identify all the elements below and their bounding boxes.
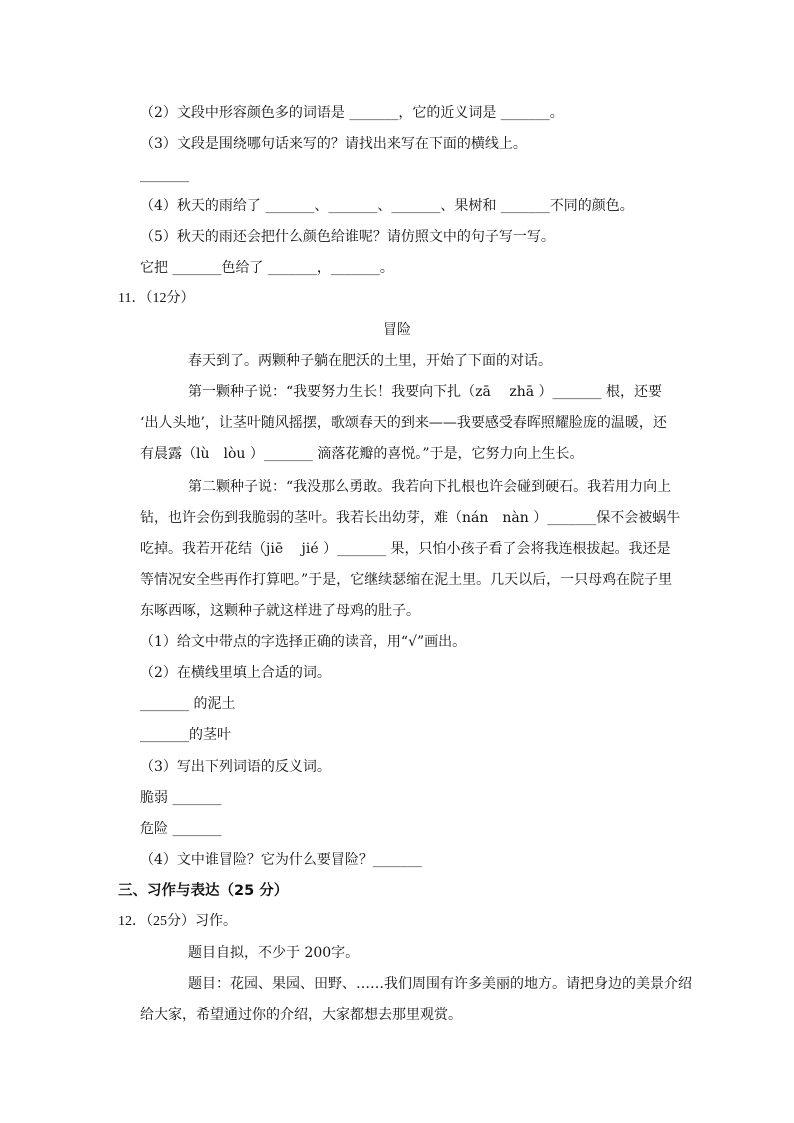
passage-paragraph-3-line: 等情况安全些再作打算吧。”于是，它继续瑟缩在泥土里。几天以后，一只母鸡在院子里: [140, 572, 673, 588]
question-10-part-3: （3）文段是围绕哪句话来写的？请找出来写在下面的横线上。: [140, 136, 527, 152]
question-11-part-1: （1）给文中带点的字选择正确的读音，用“√”画出。: [140, 634, 467, 650]
writing-prompt-line: 给大家，希望通过你的介绍，大家都想去那里观赏。: [140, 1007, 462, 1023]
writing-prompt-line: 题目：花园、果园、田野、……我们周围有许多美丽的地方。请把身边的美景介绍: [188, 976, 692, 992]
passage-paragraph-3-line: 第二颗种子说：“我没那么勇敢。我若向下扎根也许会碰到硬石。我若用力向上: [188, 479, 672, 495]
question-11-part-2: （2）在横线里填上合适的词。: [140, 665, 331, 681]
question-11-part-4: （4）文中谁冒险？它为什么要冒险？_______: [140, 852, 422, 868]
fill-blank-item: _______ 的泥土: [140, 696, 236, 712]
question-11-header: 11．（12分）: [118, 291, 195, 306]
passage-paragraph-3-line: 吃掉。我若开花结（jiē jié ）_______ 果，只怕小孩子看了会将我连根拔起。我还是: [140, 541, 671, 557]
question-10-part-5: （5）秋天的雨还会把什么颜色给谁呢？请仿照文中的句子写一写。: [140, 229, 555, 245]
passage-paragraph-2-line: 有晨露（lù lòu ）_______ 滴落花瓣的喜悦。”于是，它努力向上生长。: [140, 446, 584, 462]
passage-title: 冒险: [383, 322, 411, 338]
answer-blank: _______: [140, 167, 189, 183]
question-10-part-5-answer: 它把 _______色给了 _______，_______。: [140, 260, 394, 276]
passage-paragraph-3-line: 钻，也许会伤到我脆弱的茎叶。我若长出幼芽，难（nán nàn ）_______保不会被蜗牛: [140, 510, 681, 526]
question-10-part-2: （2）文段中形容颜色多的词语是 _______，它的近义词是 _______。: [140, 105, 564, 121]
passage-paragraph-1: 春天到了。两颗种子躺在肥沃的土里，开始了下面的对话。: [188, 353, 552, 369]
writing-requirement: 题目自拟，不少于 200字。: [188, 945, 360, 961]
section-heading: 三、习作与表达（25 分）: [118, 883, 289, 899]
question-12-header: 12．（25分）习作。: [118, 914, 237, 929]
question-10-part-4: （4）秋天的雨给了 _______、_______、_______、果树和 _______不同的颜色。: [140, 198, 634, 214]
passage-paragraph-2-line: 第一颗种子说：“我要努力生长！我要向下扎（zā zhā ）_______ 根，还要: [188, 384, 662, 400]
question-11-part-3: （3）写出下列词语的反义词。: [140, 759, 331, 775]
fill-blank-item: _______的茎叶: [140, 727, 231, 743]
passage-paragraph-2-line: ‘出人头地’，让茎叶随风摇摆，歌颂春天的到来——我要感受春晖照耀脸庞的温暖，还: [140, 415, 667, 431]
antonym-item: 脆弱 _______: [140, 790, 222, 806]
passage-paragraph-3-line: 东啄西啄，这颗种子就这样进了母鸡的肚子。: [140, 603, 420, 619]
antonym-item: 危险 _______: [140, 821, 222, 837]
